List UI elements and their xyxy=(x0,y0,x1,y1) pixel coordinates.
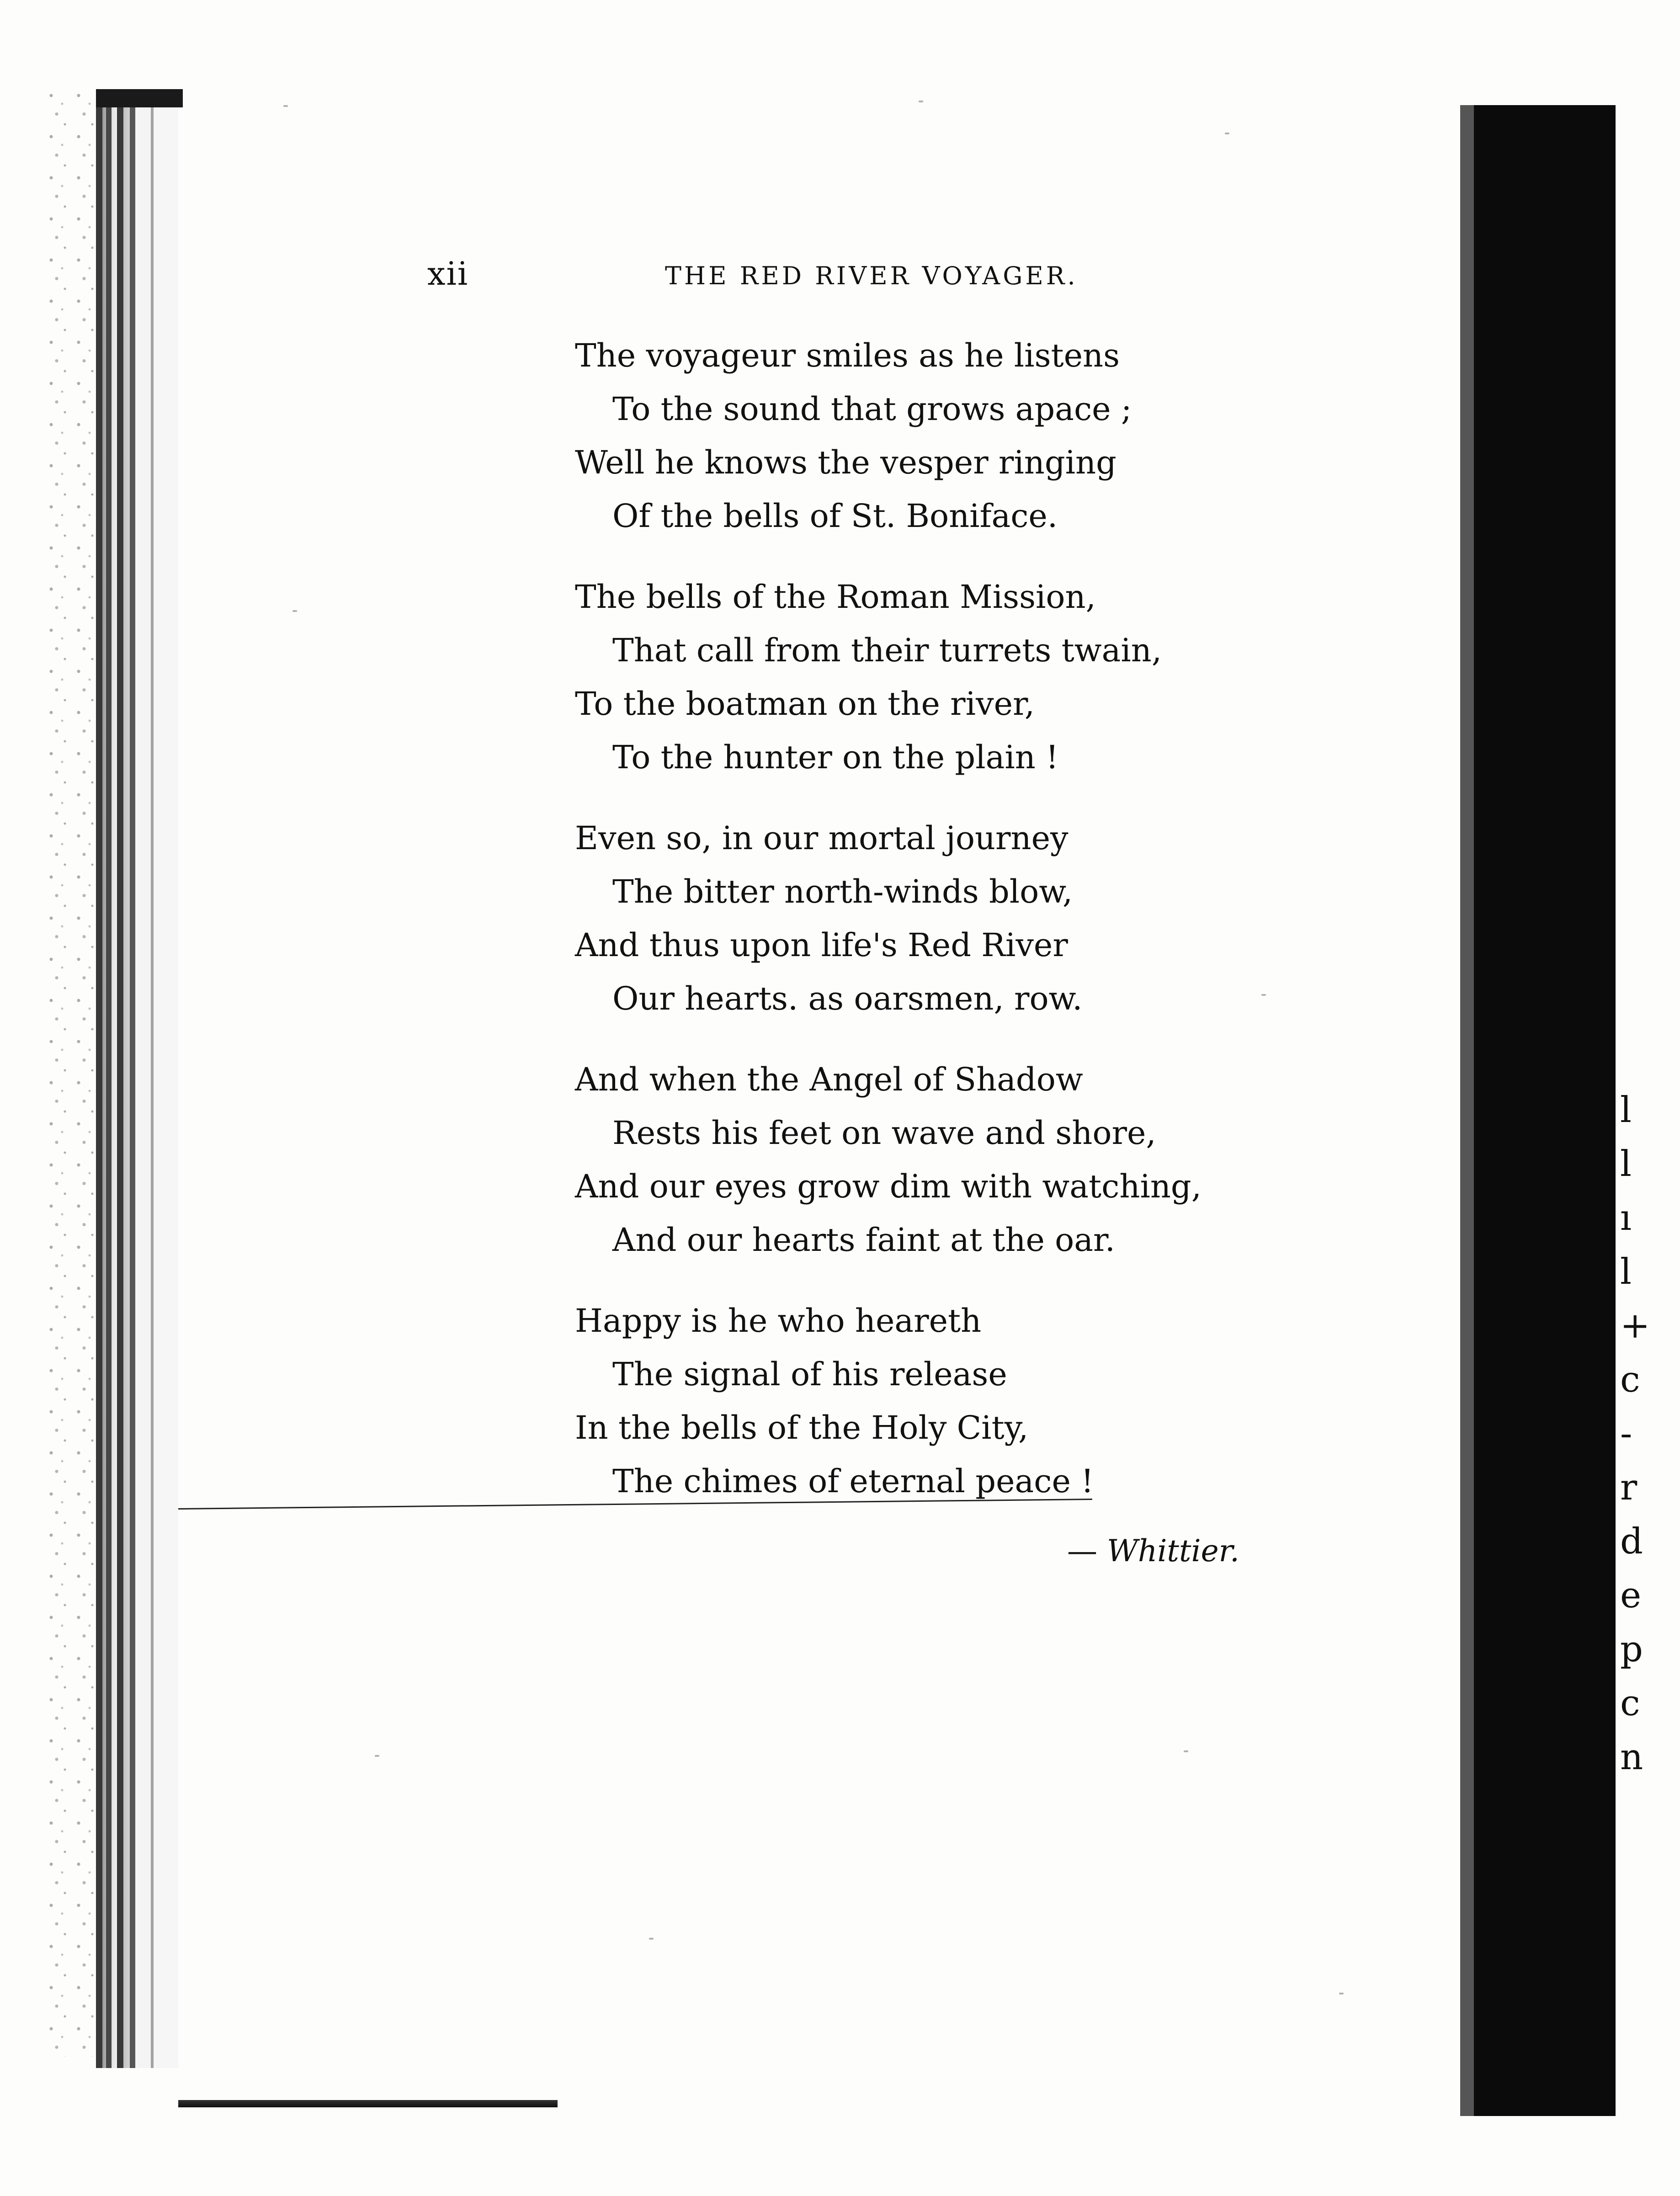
adjacent-letter: e xyxy=(1620,1575,1642,1616)
poem-line: The voyageur smiles as he listens xyxy=(575,337,1120,374)
poem-line: And thus upon life's Red River xyxy=(575,926,1068,964)
poem-line: The chimes of eternal peace ! xyxy=(612,1462,1094,1500)
adjacent-letter: + xyxy=(1620,1305,1650,1346)
poem xyxy=(575,329,1306,1536)
poem-line: In the bells of the Holy City, xyxy=(575,1409,1029,1446)
dust-speck xyxy=(1184,1750,1188,1752)
adjacent-page-letters xyxy=(1620,1083,1670,1784)
adjacent-letter: d xyxy=(1620,1521,1643,1562)
dust-speck xyxy=(375,1755,379,1757)
stanza xyxy=(575,812,1306,1026)
poem-line: To the hunter on the plain ! xyxy=(612,739,1059,776)
poem-line: The signal of his release xyxy=(612,1356,1007,1393)
poem-line: Of the bells of St. Boniface. xyxy=(612,497,1058,535)
poem-line: To the boatman on the river, xyxy=(575,685,1035,723)
page-number: xii xyxy=(427,255,469,292)
dust-speck xyxy=(292,610,297,612)
stanza xyxy=(575,570,1306,784)
running-title: THE RED RIVER VOYAGER. xyxy=(665,261,1078,290)
poem-line: Even so, in our mortal journey xyxy=(575,819,1069,857)
gutter-speckle xyxy=(46,91,101,2057)
dust-speck xyxy=(1225,133,1229,134)
poem-line: The bells of the Roman Mission, xyxy=(575,578,1096,616)
adjacent-letter: ı xyxy=(1620,1197,1632,1239)
adjacent-letter: l xyxy=(1620,1251,1632,1292)
attribution xyxy=(1067,1533,1239,1569)
adjacent-page-edge xyxy=(1460,105,1616,2116)
poem-line: And when the Angel of Shadow xyxy=(575,1061,1083,1098)
poem-line: Well he knows the vesper ringing xyxy=(575,444,1116,481)
adjacent-letter: n xyxy=(1620,1737,1643,1778)
adjacent-letter: p xyxy=(1620,1629,1643,1670)
poem-line: To the sound that grows apace ; xyxy=(612,390,1132,428)
dust-speck xyxy=(283,105,288,107)
stanza xyxy=(575,1294,1306,1508)
binding-gutter xyxy=(96,89,178,2068)
binding-gutter-cap xyxy=(96,89,183,107)
dust-speck xyxy=(1261,994,1266,996)
bottom-rule xyxy=(178,2100,558,2107)
stanza xyxy=(575,1053,1306,1267)
poem-line: The bitter north-winds blow, xyxy=(612,873,1073,910)
poem-line: Rests his feet on wave and shore, xyxy=(612,1114,1156,1152)
poem-line: Happy is he who heareth xyxy=(575,1302,982,1340)
adjacent-letter: l xyxy=(1620,1090,1632,1131)
stanza xyxy=(575,329,1306,543)
dust-speck xyxy=(919,101,923,102)
dust-speck xyxy=(1339,1993,1344,1994)
adjacent-letter: l xyxy=(1620,1143,1632,1185)
attribution-author: Whittier. xyxy=(1106,1533,1239,1569)
dust-speck xyxy=(649,1938,654,1940)
poem-line: That call from their turrets twain, xyxy=(612,632,1162,669)
adjacent-letter: c xyxy=(1620,1683,1640,1724)
adjacent-letter: r xyxy=(1620,1467,1637,1508)
adjacent-letter: - xyxy=(1620,1413,1632,1454)
poem-line: Our hearts. as oarsmen, row. xyxy=(612,980,1083,1017)
attribution-dash: — xyxy=(1067,1533,1097,1569)
poem-line: And our eyes grow dim with watching, xyxy=(575,1168,1202,1205)
adjacent-letter: c xyxy=(1620,1359,1640,1400)
poem-line: And our hearts faint at the oar. xyxy=(612,1221,1116,1259)
